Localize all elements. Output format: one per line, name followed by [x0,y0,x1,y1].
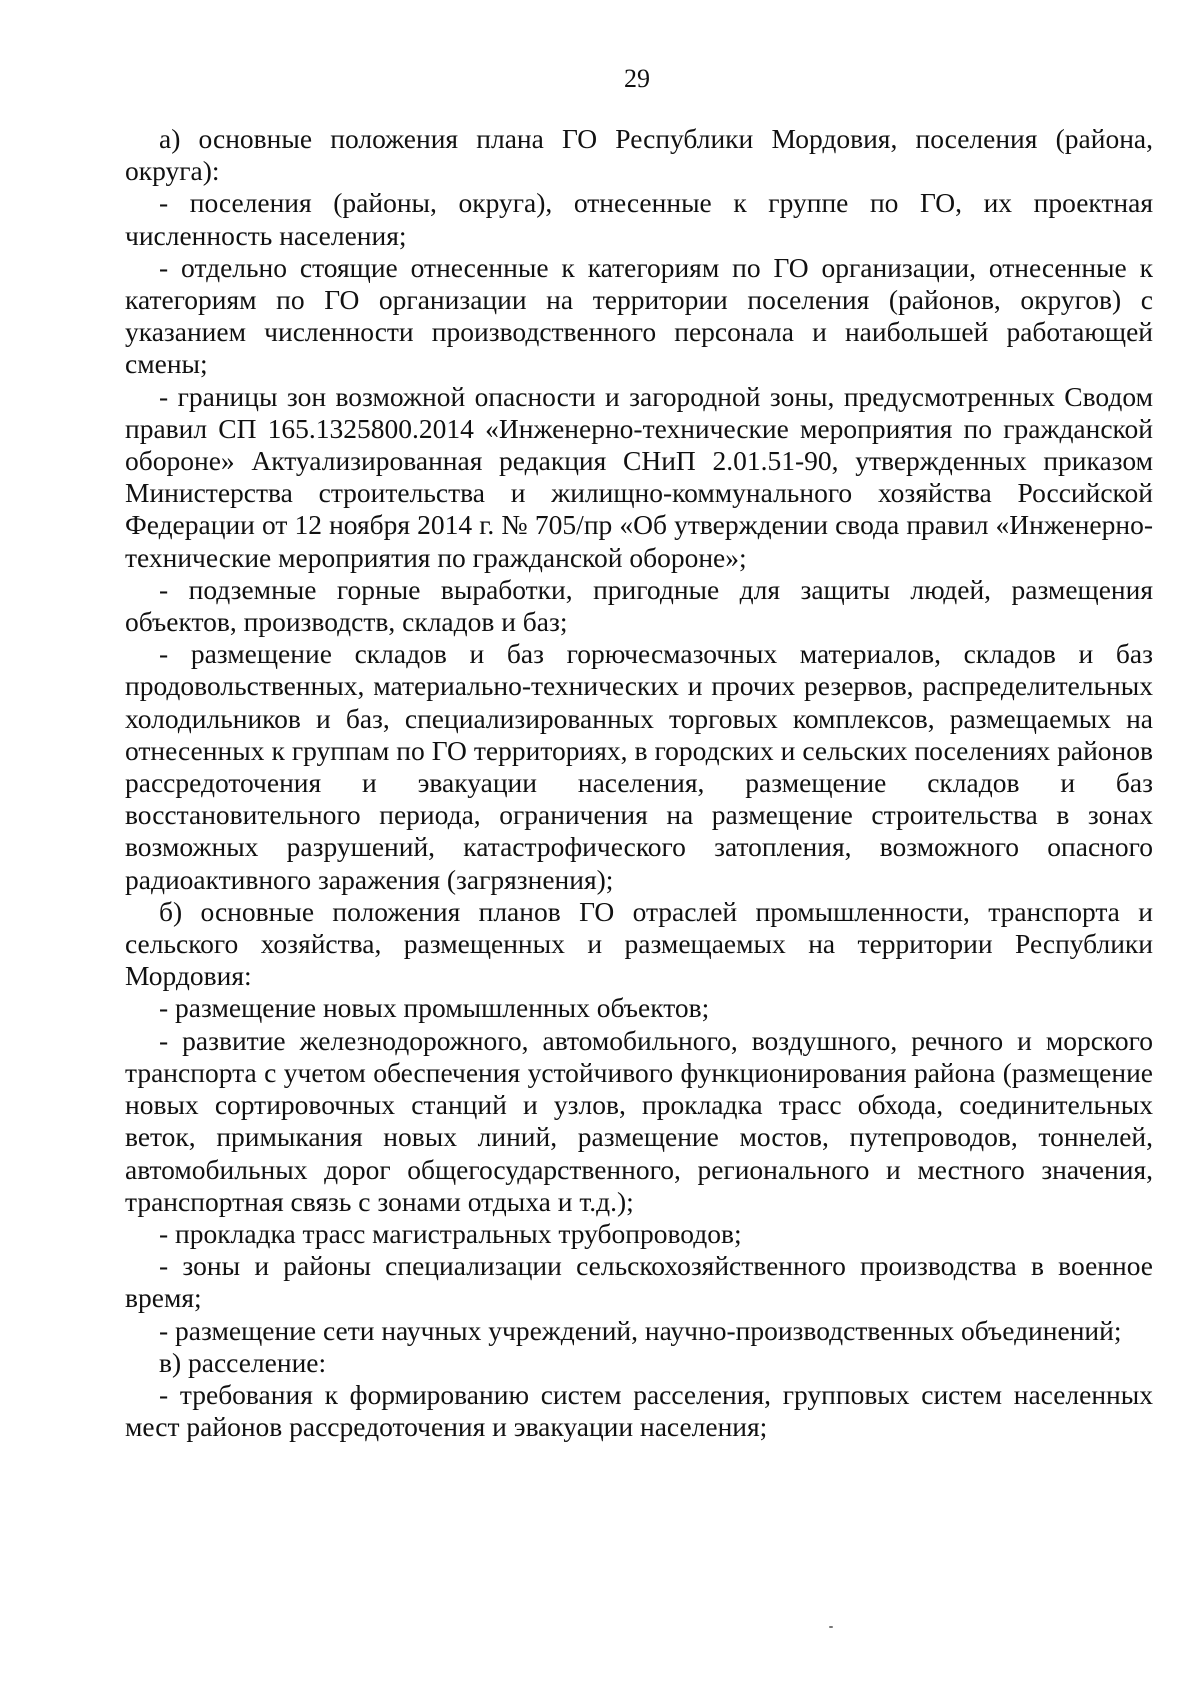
paragraph-settlement: в) расселение: [159,1346,327,1378]
list-item-transport-development: - развитие железнодорожного, автомобильного, воздушного, речного и морского транспорта с учетом обеспечения устойчивого функционирования района (размещение новых сортировочных станций и узлов, прокладка трасс обхода, соединительных веток, примыкания новых линий, размещение мостов, путепроводов, тоннелей, автомобильных дорог общегосударственного, регионального и местного значения, транспортная связь с зонами отдыха и т.д.); [125,1024,1153,1217]
list-item-pipelines: - прокладка трасс магистральных трубопроводов; [159,1217,742,1249]
paragraph-plan-go-republic: а) основные положения плана ГО Республики Мордовия, поселения (района, округа): [125,123,1153,187]
list-item-underground-workings: - подземные горные выработки, пригодные для защиты людей, размещения объектов, производств, складов и баз; [125,573,1153,638]
list-item-agriculture-zones: - зоны и районы специализации сельскохозяйственного производства в военное время; [125,1250,1153,1314]
document-body [125,123,1153,1443]
list-item-settlements-groups: - поселения (районы, округа), отнесенные к группе по ГО, их проектная численность населения; [125,187,1153,251]
list-item-organizations-categories: - отдельно стоящие отнесенные к категориям по ГО организации, отнесенные к категориям по ГО организации на территории поселения (районов, округов) с указанием численности производственного персонала и наибольшей работающей смены; [125,251,1153,380]
list-item-danger-zone-borders: - границы зон возможной опасности и загородной зоны, предусмотренных Сводом правил СП 165.1325800.2014 «Инженерно-технические мероприятия по гражданской обороне» Актуализированная редакция СНиП 2.01.51-90, утвержденных приказом Министерства строительства и жилищно-коммунального хозяйства Российской Федерации от 12 ноября 2014 г. № 705/пр «Об утверждении свода правил «Инженерно-технические мероприятия по гражданской обороне»; [125,380,1153,573]
page-number: 29 [624,64,650,93]
list-item-warehouses-placement: - размещение складов и баз горючесмазочных материалов, складов и баз продовольственных, материально-технических и прочих резервов, распределительных холодильников и баз, специализированных торговых комплексов, размещаемых на отнесенных к группам по ГО территориях, в городских и сельских поселениях районов рассредоточения и эвакуации населения, размещение складов и баз восстановительного периода, ограничения на размещение строительства в зонах возможных разрушений, катастрофического затопления, возможного опасного радиоактивного заражения (загрязнения); [125,638,1153,895]
list-item-settlement-systems: - требования к формированию систем расселения, групповых систем населенных мест районов рассредоточения и эвакуации населения; [125,1378,1153,1443]
scan-speck [829,1626,833,1628]
paragraph-industry-plans: б) основные положения планов ГО отраслей промышленности, транспорта и сельского хозяйства, размещенных и размещаемых на территории Республики Мордовия: [125,895,1153,992]
list-item-new-industrial-objects: - размещение новых промышленных объектов; [159,992,710,1024]
list-item-scientific-network: - размещение сети научных учреждений, научно-производственных объединений; [159,1314,1122,1346]
